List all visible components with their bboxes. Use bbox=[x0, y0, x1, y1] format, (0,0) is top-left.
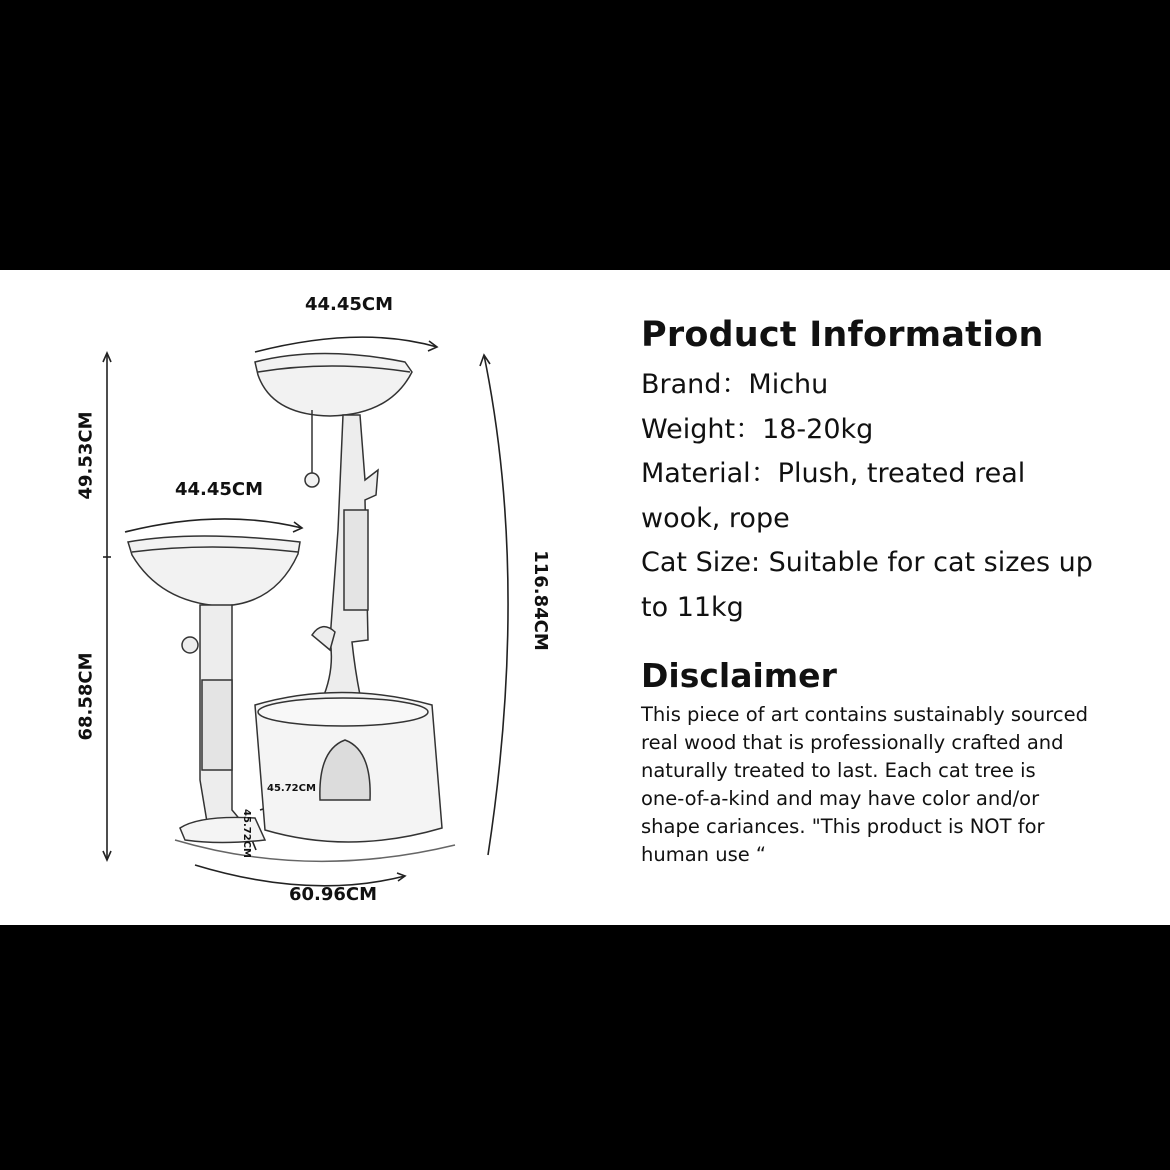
top-width-arc bbox=[255, 337, 437, 352]
upper-bed bbox=[255, 354, 412, 417]
lower-width-label: 44.45CM bbox=[175, 479, 264, 500]
cat-tree-illustration bbox=[60, 280, 580, 920]
disclaimer-line: real wood that is professionally crafted and bbox=[641, 731, 1064, 754]
top-width-label: 44.45CM bbox=[305, 294, 394, 315]
product-info-heading: Product Information bbox=[641, 315, 1044, 355]
base-width-label: 60.96CM bbox=[289, 884, 378, 905]
condo-width-label: 45.72CM bbox=[267, 783, 316, 794]
brand-line: Brand：Michu bbox=[641, 369, 829, 400]
weight-line: Weight：18-20kg bbox=[641, 413, 874, 445]
disclaimer-line: shape cariances. "This product is NOT for bbox=[641, 815, 1045, 838]
cat-tree-drawing bbox=[60, 280, 580, 920]
disclaimer-heading: Disclaimer bbox=[641, 656, 837, 695]
disclaimer-line: one-of-a-kind and may have color and/or bbox=[641, 787, 1040, 810]
disclaimer-line: naturally treated to last. Each cat tree is bbox=[641, 759, 1036, 782]
cat-size-line: Cat Size: Suitable for cat sizes up bbox=[641, 547, 1093, 578]
material-line: Material：Plush, treated real bbox=[641, 458, 1026, 489]
condo-height-label: 45.72CM bbox=[240, 809, 252, 858]
upper-height-label: 49.53CM bbox=[75, 411, 97, 500]
lower-height-label: 68.58CM bbox=[75, 652, 97, 741]
lower-width-arc bbox=[125, 519, 302, 532]
product-panel bbox=[0, 270, 1170, 925]
cat-size-line-continued: to 11kg bbox=[641, 591, 744, 623]
material-line-continued: wook, rope bbox=[641, 502, 790, 534]
disclaimer-line: human use “ bbox=[641, 843, 767, 866]
total-height-label: 116.84CM bbox=[529, 550, 551, 651]
product-info-section bbox=[641, 315, 1121, 869]
total-height-arc bbox=[484, 355, 508, 855]
disclaimer-text bbox=[641, 701, 1121, 869]
disclaimer-line: This piece of art contains sustainably sourced bbox=[641, 703, 1088, 726]
